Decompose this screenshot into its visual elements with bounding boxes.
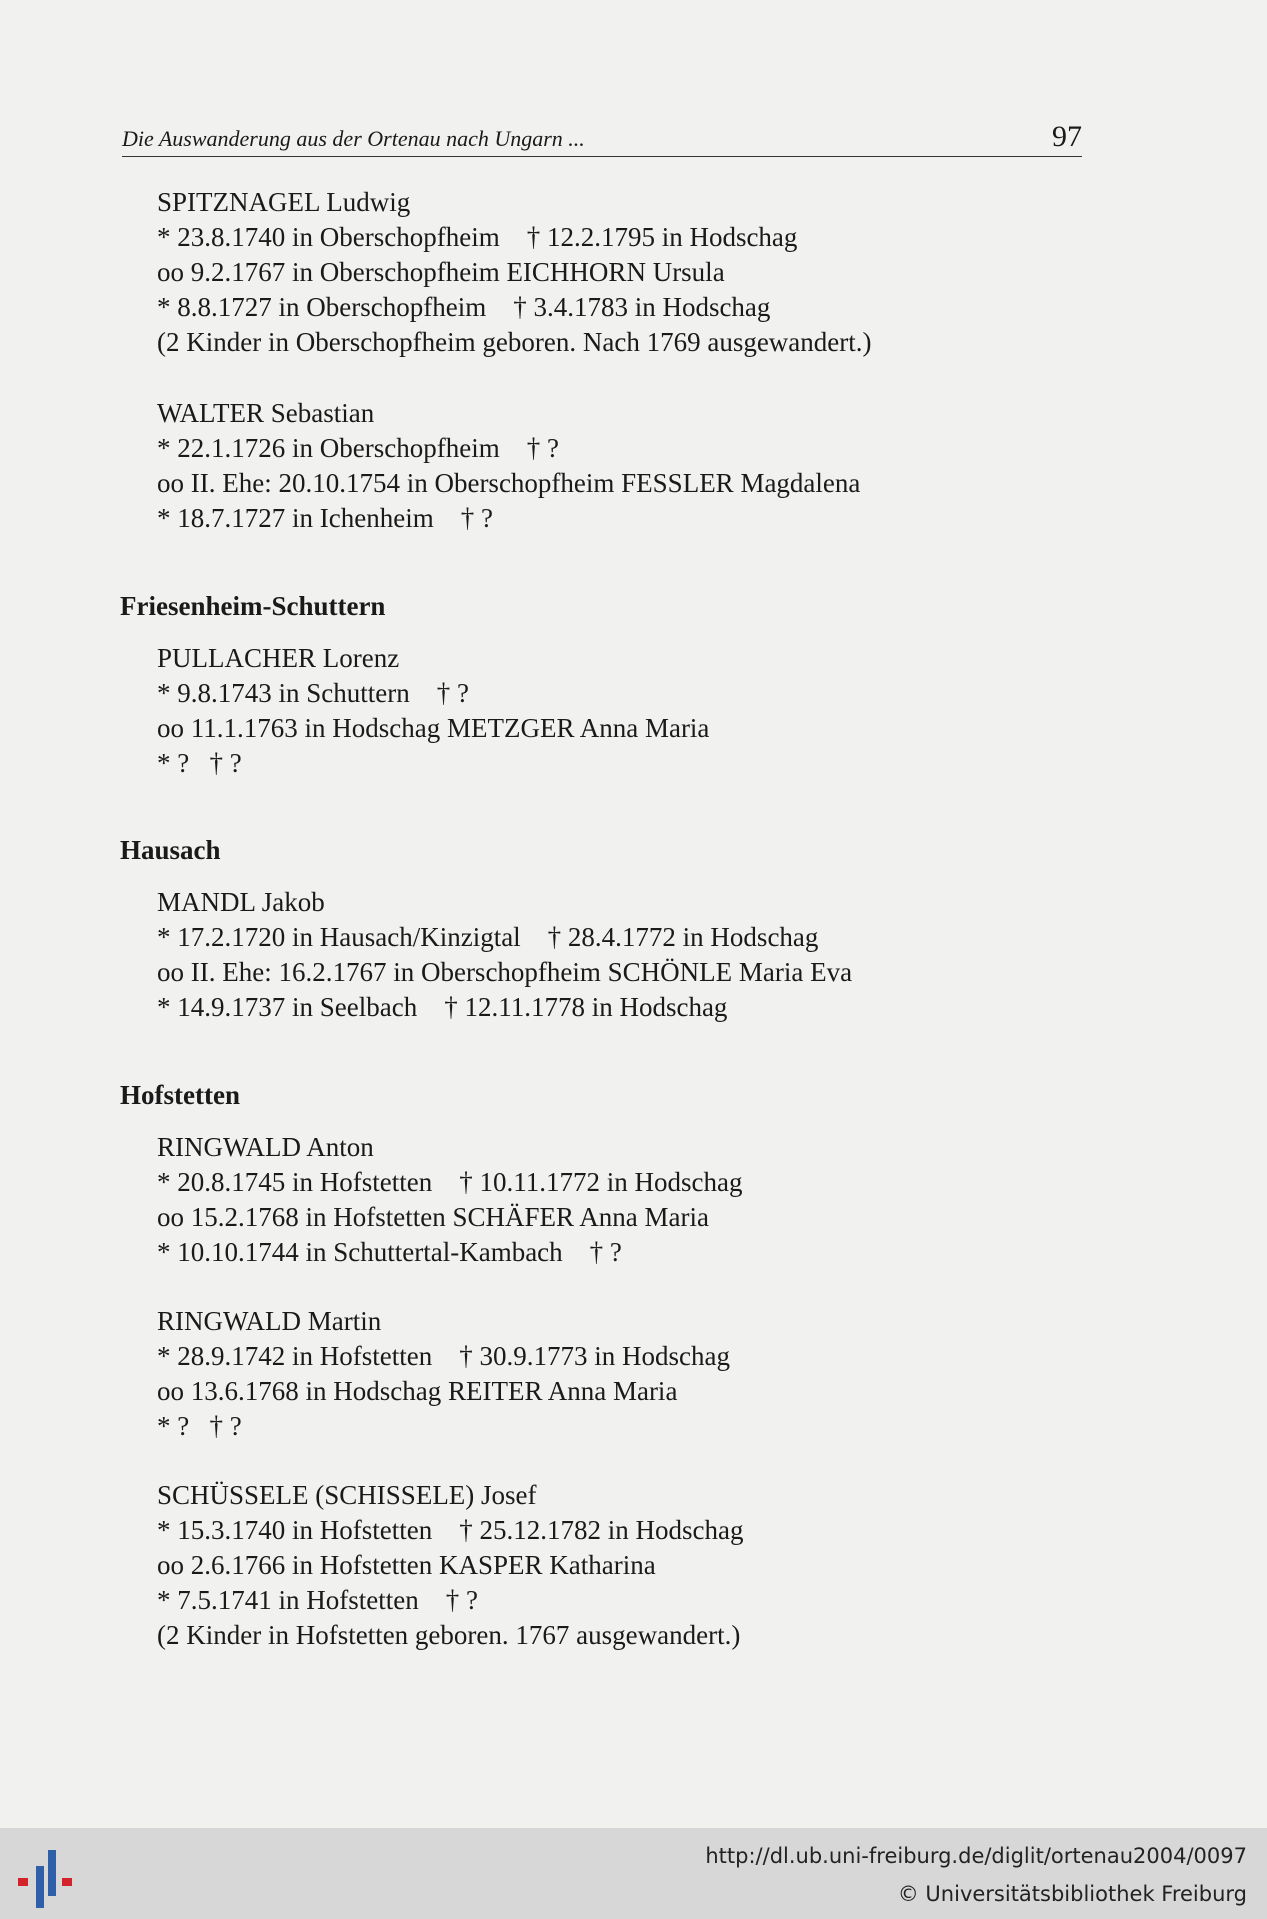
entry-spouse-birth: * 8.8.1727 in Oberschopfheim † 3.4.1783 in Hodschag bbox=[157, 292, 771, 322]
entry-birth: * 15.3.1740 in Hofstetten † 25.12.1782 in Hodschag bbox=[157, 1515, 744, 1545]
entry-marriage: oo 15.2.1768 in Hofstetten SCHÄFER Anna Maria bbox=[157, 1202, 709, 1232]
library-logo-icon bbox=[10, 1850, 80, 1908]
entry-marriage: oo II. Ehe: 16.2.1767 in Oberschopfheim SCHÖNLE Maria Eva bbox=[157, 957, 853, 987]
entry-birth: * 22.1.1726 in Oberschopfheim † ? bbox=[157, 433, 559, 463]
entry-name: SCHÜSSELE (SCHISSELE) Josef bbox=[157, 1480, 537, 1510]
entry-spouse-birth: * ? † ? bbox=[157, 1411, 242, 1441]
entry-name: RINGWALD Anton bbox=[157, 1132, 374, 1162]
entry-note: (2 Kinder in Hofstetten geboren. 1767 ausgewandert.) bbox=[157, 1620, 741, 1650]
page-number: 97 bbox=[1052, 120, 1082, 153]
entry-name: WALTER Sebastian bbox=[157, 398, 375, 428]
entry-birth: * 23.8.1740 in Oberschopfheim † 12.2.1795 in Hodschag bbox=[157, 222, 798, 252]
entry-birth: * 28.9.1742 in Hofstetten † 30.9.1773 in Hodschag bbox=[157, 1341, 730, 1371]
section-heading: Hausach bbox=[120, 835, 221, 865]
entry-name: SPITZNAGEL Ludwig bbox=[157, 187, 411, 217]
section-heading: Friesenheim-Schuttern bbox=[120, 591, 386, 621]
section-heading: Hofstetten bbox=[120, 1080, 240, 1110]
running-title: Die Auswanderung aus der Ortenau nach Ungarn ... bbox=[122, 126, 585, 151]
entry-spouse-birth: * 7.5.1741 in Hofstetten † ? bbox=[157, 1585, 478, 1615]
entry-spouse-birth: * 14.9.1737 in Seelbach † 12.11.1778 in Hodschag bbox=[157, 992, 728, 1022]
library-footer bbox=[0, 1828, 1267, 1919]
entry-marriage: oo 13.6.1768 in Hodschag REITER Anna Maria bbox=[157, 1376, 678, 1406]
entry-marriage: oo 11.1.1763 in Hodschag METZGER Anna Maria bbox=[157, 713, 710, 743]
entry-spouse-birth: * 18.7.1727 in Ichenheim † ? bbox=[157, 503, 493, 533]
entry-name: MANDL Jakob bbox=[157, 887, 325, 917]
entry-spouse-birth: * ? † ? bbox=[157, 748, 242, 778]
copyright-text: © Universitätsbibliothek Freiburg bbox=[897, 1882, 1247, 1906]
entry-spouse-birth: * 10.10.1744 in Schuttertal-Kambach † ? bbox=[157, 1237, 622, 1267]
entry-birth: * 17.2.1720 in Hausach/Kinzigtal † 28.4.1772 in Hodschag bbox=[157, 922, 819, 952]
source-url-link[interactable]: http://dl.ub.uni-freiburg.de/diglit/ortenau2004/0097 bbox=[705, 1844, 1247, 1868]
entry-marriage: oo II. Ehe: 20.10.1754 in Oberschopfheim FESSLER Magdalena bbox=[157, 468, 861, 498]
entry-note: (2 Kinder in Oberschopfheim geboren. Nach 1769 ausgewandert.) bbox=[157, 327, 872, 357]
entry-name: RINGWALD Martin bbox=[157, 1306, 382, 1336]
entry-birth: * 20.8.1745 in Hofstetten † 10.11.1772 in Hodschag bbox=[157, 1167, 743, 1197]
running-head bbox=[122, 120, 1082, 157]
entry-marriage: oo 2.6.1766 in Hofstetten KASPER Katharina bbox=[157, 1550, 656, 1580]
entry-name: PULLACHER Lorenz bbox=[157, 643, 400, 673]
entry-marriage: oo 9.2.1767 in Oberschopfheim EICHHORN Ursula bbox=[157, 257, 725, 287]
entry-birth: * 9.8.1743 in Schuttern † ? bbox=[157, 678, 469, 708]
